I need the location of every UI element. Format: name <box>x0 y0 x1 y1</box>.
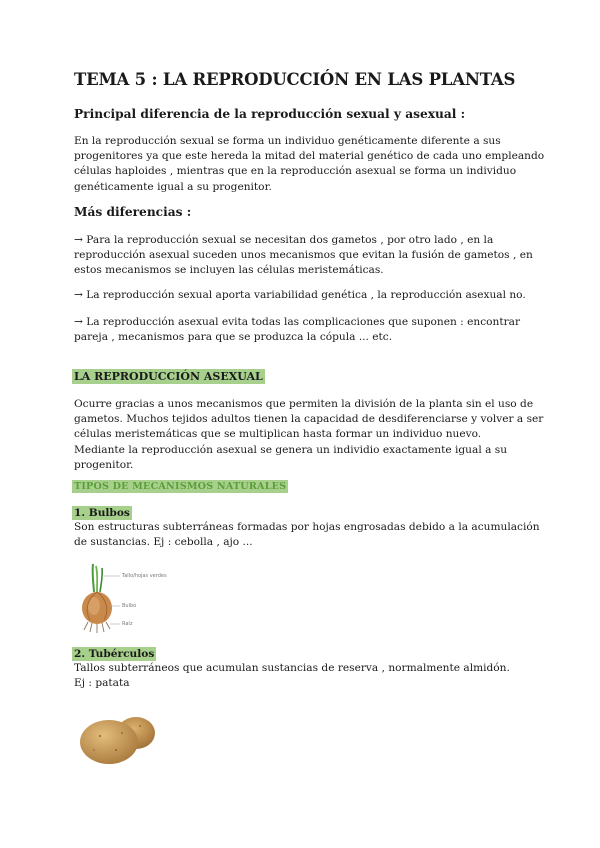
item-text-bulbos <box>74 520 544 550</box>
bulb-label-root: Raíz <box>122 621 133 627</box>
text-line: estos mecanismos se incluyen las células meristemáticas. <box>74 264 384 277</box>
section-title-asexual <box>74 370 265 383</box>
text-line: células meristemáticas que se multiplican hasta formar un individuo nuevo. <box>74 428 482 441</box>
text-line: Mediante la reproducción asexual se genera un individio exactamente igual a su <box>74 443 508 456</box>
potato-image <box>76 706 160 768</box>
page-title: TEMA 5 : LA REPRODUCCIÓN EN LAS PLANTAS <box>74 70 516 89</box>
text-line: Ocurre gracias a unos mecanismos que permiten la división de la planta sin el uso de <box>74 398 534 410</box>
text-line: reproducción asexual suceden unos mecanismos que evitan la fusión de gametos , en <box>74 249 533 262</box>
text-line: → Para la reproducción sexual se necesitan dos gametos , por otro lado , en la <box>74 234 494 246</box>
section-title-text: LA REPRODUCCIÓN ASEXUAL <box>74 370 263 383</box>
bulb-label-leaves: Tallo/hojas verdes <box>122 573 167 579</box>
text-line: → La reproducción sexual aporta variabilidad genética , la reproducción asexual no. <box>74 289 526 301</box>
potato-illustration <box>76 706 160 768</box>
bulb-label-bulb: Bulbo <box>122 603 137 609</box>
item-text-tuberculos <box>74 661 544 691</box>
subsection-title-text: TIPOS DE MECANISMOS NATURALES <box>74 481 287 492</box>
subsection-title-mechanisms <box>74 481 288 492</box>
difference-item-1 <box>74 233 544 279</box>
heading-more-differences: Más diferencias : <box>74 205 192 219</box>
item-title-bulbos <box>74 507 132 519</box>
text-line: progenitores ya que este hereda la mitad del material genético de cada uno empleando <box>74 150 545 163</box>
text-line: células haploides , mientras que en la reproducción asexual se forma un individuo <box>74 165 517 178</box>
text-line: pareja , mecanismos para que se produzca la cópula ... etc. <box>74 331 393 344</box>
text-line: Son estructuras subterráneas formadas por hojas engrosadas debido a la acumulación <box>74 521 540 533</box>
text-line: Ej : patata <box>74 677 130 690</box>
text-line: gametos. Muchos tejidos adultos tienen la capacidad de desdiferenciarse y volver a ser <box>74 413 544 426</box>
text-line: de sustancias. Ej : cebolla , ajo ... <box>74 536 253 549</box>
text-line: En la reproducción sexual se forma un individuo genéticamente diferente a sus <box>74 135 501 147</box>
item-title-tuberculos <box>74 648 156 660</box>
heading-main-difference: Principal diferencia de la reproducción sexual y asexual : <box>74 107 466 121</box>
item-title-text: 2. Tubérculos <box>74 648 155 660</box>
bulb-illustration <box>74 562 194 637</box>
difference-item-2 <box>74 288 544 303</box>
difference-item-3 <box>74 315 544 345</box>
paragraph-main-difference <box>74 134 544 195</box>
text-line: → La reproducción asexual evita todas las complicaciones que suponen : encontrar <box>74 316 521 328</box>
text-line: Tallos subterráneos que acumulan sustancias de reserva , normalmente almidón. <box>74 662 510 674</box>
text-line: progenitor. <box>74 458 134 471</box>
item-title-text: 1. Bulbos <box>74 507 130 519</box>
paragraph-asexual <box>74 397 544 473</box>
text-line: genéticamente igual a su progenitor. <box>74 180 272 193</box>
